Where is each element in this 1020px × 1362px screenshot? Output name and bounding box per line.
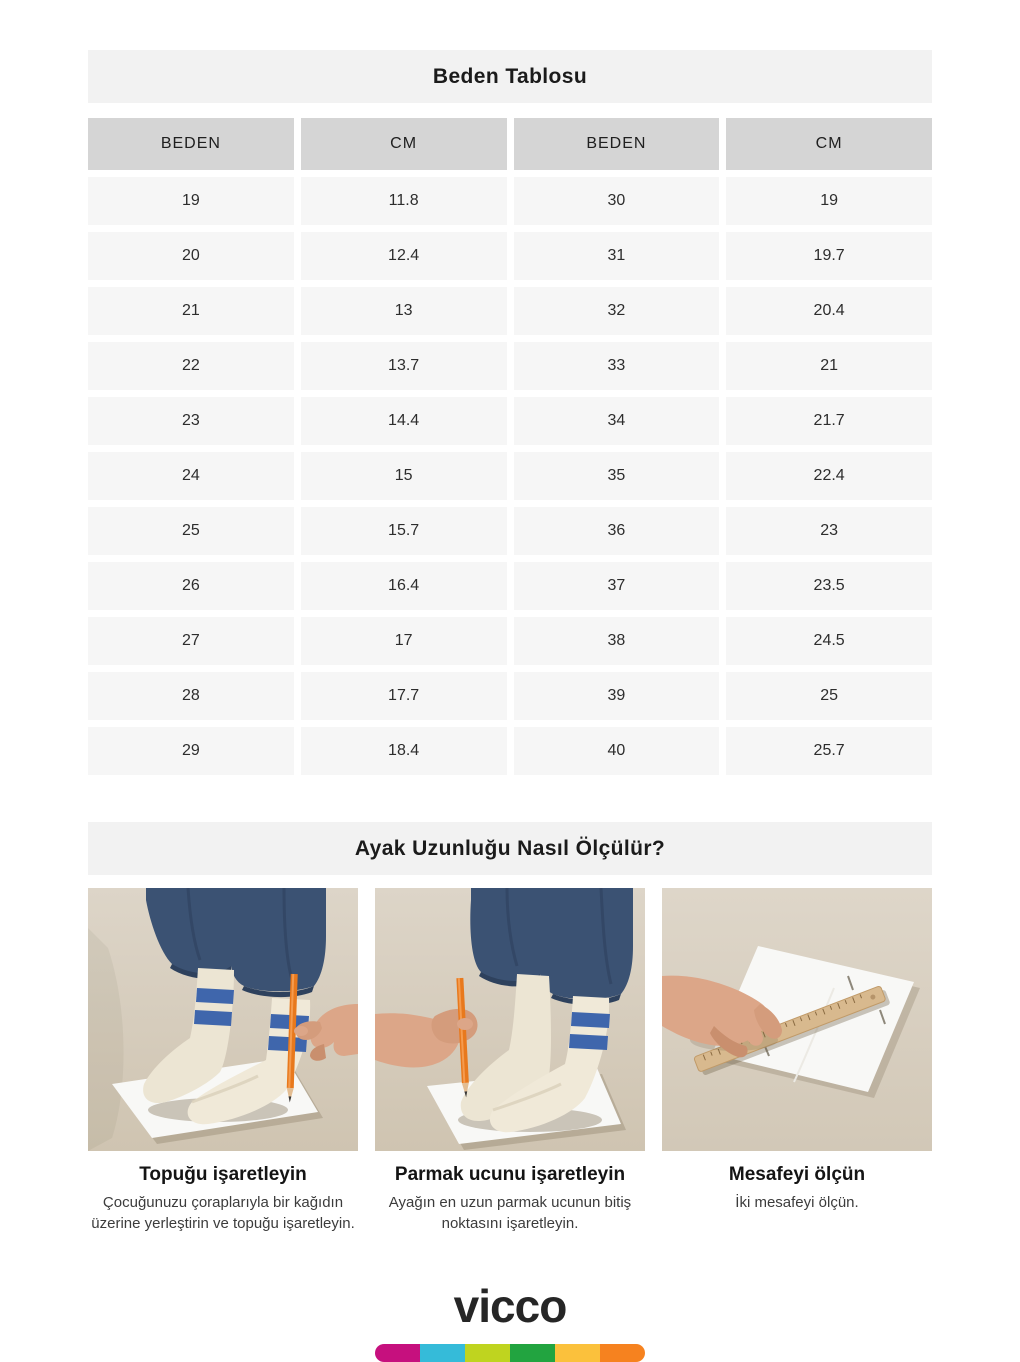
size-table-cell-r3-c0: 22	[88, 342, 294, 390]
size-table-cell-r0-c0: 19	[88, 177, 294, 225]
size-table-header-cm-right: CM	[726, 118, 932, 170]
step-heading: Mesafeyi ölçün	[728, 1164, 866, 1185]
step-description: Çocuğunuzu çoraplarıyla bir kağıdın üzerine yerleştirin ve topuğu işaretleyin.	[91, 1194, 355, 1232]
size-table	[88, 118, 932, 775]
brand-footer	[88, 1280, 932, 1362]
size-table-cell-r3-c2: 33	[514, 342, 720, 390]
heel-marking-photo	[88, 888, 358, 1151]
ruler-measuring-photo	[662, 888, 932, 1151]
step-description: İki mesafeyi ölçün.	[735, 1194, 859, 1211]
size-table-header-beden-right: BEDEN	[514, 118, 720, 170]
size-table-cell-r1-c0: 20	[88, 232, 294, 280]
size-table-cell-r6-c1: 15.7	[301, 507, 507, 555]
size-table-cell-r3-c3: 21	[726, 342, 932, 390]
size-table-cell-r6-c3: 23	[726, 507, 932, 555]
size-table-cell-r8-c3: 24.5	[726, 617, 932, 665]
size-table-cell-r1-c2: 31	[514, 232, 720, 280]
size-table-cell-r4-c3: 21.7	[726, 397, 932, 445]
step-mark-toe	[375, 888, 645, 1234]
size-table-title-bar	[88, 50, 932, 103]
brand-bar-segment-0	[375, 1344, 420, 1362]
size-table-cell-r0-c2: 30	[514, 177, 720, 225]
size-table-cell-r0-c1: 11.8	[301, 177, 507, 225]
size-table-cell-r2-c2: 32	[514, 287, 720, 335]
size-table-cell-r7-c2: 37	[514, 562, 720, 610]
toe-marking-photo	[375, 888, 645, 1151]
size-table-title: Beden Tablosu	[432, 64, 588, 88]
size-table-cell-r8-c0: 27	[88, 617, 294, 665]
size-table-cell-r4-c0: 23	[88, 397, 294, 445]
step-heading: Topuğu işaretleyin	[139, 1164, 307, 1185]
size-table-cell-r4-c1: 14.4	[301, 397, 507, 445]
measure-section-title-bar	[88, 822, 932, 875]
size-table-cell-r2-c0: 21	[88, 287, 294, 335]
brand-bar-segment-5	[600, 1344, 645, 1362]
size-table-cell-r10-c0: 29	[88, 727, 294, 775]
size-table-cell-r5-c2: 35	[514, 452, 720, 500]
size-table-cell-r2-c1: 13	[301, 287, 507, 335]
step-heading: Parmak ucunu işaretleyin	[394, 1164, 626, 1185]
size-table-cell-r6-c2: 36	[514, 507, 720, 555]
size-table-cell-r1-c3: 19.7	[726, 232, 932, 280]
size-table-cell-r5-c1: 15	[301, 452, 507, 500]
size-table-cell-r7-c0: 26	[88, 562, 294, 610]
size-table-cell-r10-c1: 18.4	[301, 727, 507, 775]
size-table-cell-r4-c2: 34	[514, 397, 720, 445]
size-table-cell-r5-c0: 24	[88, 452, 294, 500]
measure-section-title: Ayak Uzunluğu Nasıl Ölçülür?	[354, 836, 666, 860]
step-mark-heel	[88, 888, 358, 1234]
size-table-cell-r5-c3: 22.4	[726, 452, 932, 500]
size-table-cell-r9-c1: 17.7	[301, 672, 507, 720]
size-table-cell-r10-c2: 40	[514, 727, 720, 775]
size-table-cell-r6-c0: 25	[88, 507, 294, 555]
size-table-cell-r8-c1: 17	[301, 617, 507, 665]
size-table-cell-r8-c2: 38	[514, 617, 720, 665]
size-table-cell-r9-c0: 28	[88, 672, 294, 720]
size-table-header-beden-left: BEDEN	[88, 118, 294, 170]
size-table-cell-r0-c3: 19	[726, 177, 932, 225]
size-table-header-cm-left: CM	[301, 118, 507, 170]
size-table-cell-r10-c3: 25.7	[726, 727, 932, 775]
brand-bar-segment-1	[420, 1344, 465, 1362]
size-table-cell-r3-c1: 13.7	[301, 342, 507, 390]
size-table-cell-r9-c2: 39	[514, 672, 720, 720]
size-table-cell-r7-c3: 23.5	[726, 562, 932, 610]
step-description: Ayağın en uzun parmak ucunun bitiş noktasını işaretleyin.	[388, 1194, 632, 1232]
brand-bar-segment-2	[465, 1344, 510, 1362]
brand-color-bar	[375, 1344, 645, 1362]
brand-bar-segment-3	[510, 1344, 555, 1362]
size-table-cell-r7-c1: 16.4	[301, 562, 507, 610]
measure-steps	[88, 888, 932, 1234]
size-table-cell-r2-c3: 20.4	[726, 287, 932, 335]
brand-bar-segment-4	[555, 1344, 600, 1362]
vicco-logo: vicco	[453, 1280, 567, 1332]
step-measure-distance	[662, 888, 932, 1234]
size-table-cell-r1-c1: 12.4	[301, 232, 507, 280]
size-table-cell-r9-c3: 25	[726, 672, 932, 720]
